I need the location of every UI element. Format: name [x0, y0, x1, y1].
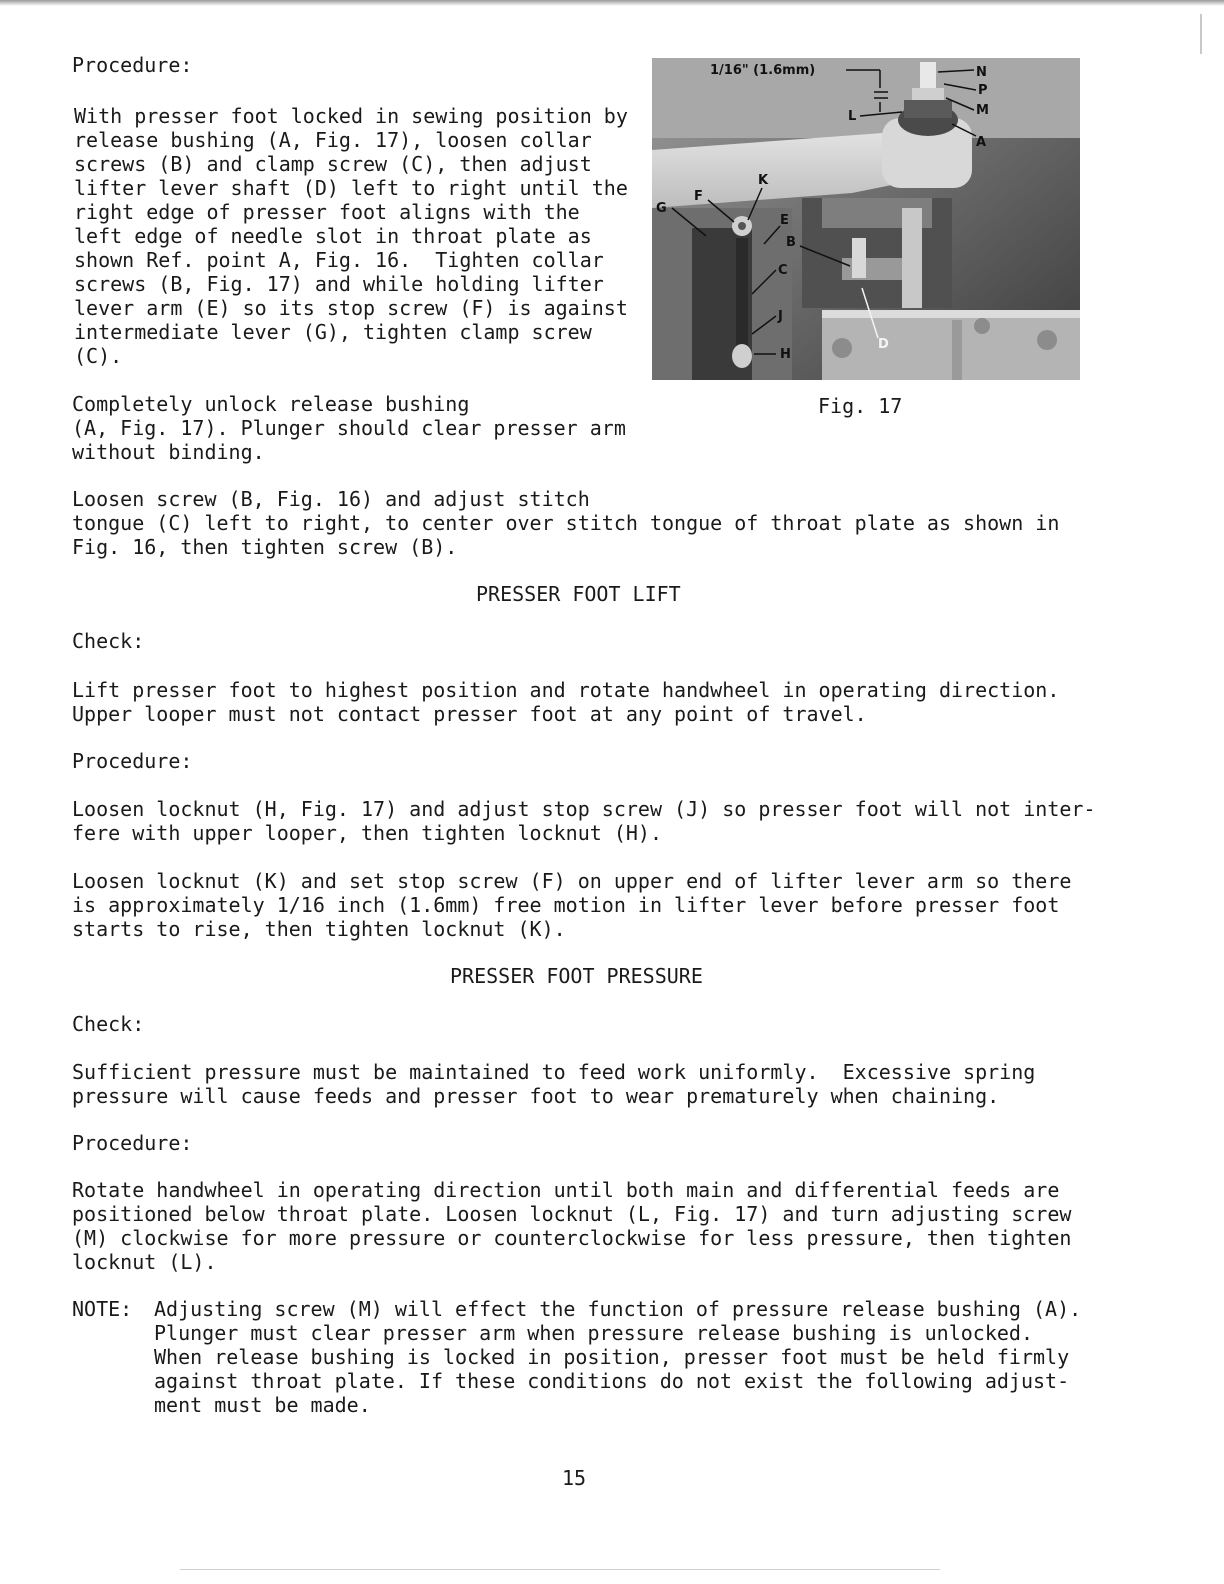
- check-label: Check:: [72, 629, 145, 653]
- text-line: intermediate lever (G), tighten clamp screw: [74, 320, 592, 344]
- check-label: Check:: [72, 1012, 145, 1036]
- text-line: release bushing (A, Fig. 17), loosen collar: [74, 128, 592, 152]
- text-line: fere with upper looper, then tighten locknut (H).: [72, 821, 663, 845]
- text-line: With presser foot locked in sewing position by: [74, 104, 628, 128]
- text-line: screws (B, Fig. 17) and while holding lifter: [74, 272, 604, 296]
- callout-P: P: [978, 83, 988, 98]
- callout-A: A: [976, 135, 987, 150]
- text-line: Plunger must clear presser arm when pressure release bushing is unlocked.: [154, 1321, 1033, 1345]
- text-line: pressure will cause feeds and presser foot to wear prematurely when chaining.: [72, 1084, 1000, 1108]
- procedure-label: Procedure:: [72, 749, 193, 773]
- text-line: Loosen screw (B, Fig. 16) and adjust stitch: [72, 487, 590, 511]
- text-line: starts to rise, then tighten locknut (K).: [72, 917, 566, 941]
- scan-edge-top: [0, 0, 1224, 6]
- text-line: Fig. 16, then tighten screw (B).: [72, 535, 458, 559]
- scan-edge-bottom: [180, 1569, 940, 1570]
- text-line: lifter lever shaft (D) left to right until the: [74, 176, 628, 200]
- procedure-label: Procedure:: [72, 1131, 193, 1155]
- text-line: lever arm (E) so its stop screw (F) is against: [74, 296, 628, 320]
- figure-caption: Fig. 17: [818, 394, 903, 418]
- text-line: is approximately 1/16 inch (1.6mm) free motion in lifter lever before presser foot: [72, 893, 1060, 917]
- text-line: Sufficient pressure must be maintained to feed work uniformly. Excessive spring: [72, 1060, 1036, 1084]
- callout-L: L: [848, 109, 857, 124]
- procedure-label: Procedure:: [72, 53, 193, 77]
- callout-J: J: [778, 309, 783, 324]
- callout-K: K: [758, 173, 769, 188]
- text-line: screws (B) and clamp screw (C), then adjust: [74, 152, 592, 176]
- text-line: left edge of needle slot in throat plate as: [74, 224, 592, 248]
- text-line: against throat plate. If these conditions do not exist the following adjust-: [154, 1369, 1070, 1393]
- text-line: ment must be made.: [154, 1393, 371, 1417]
- text-line: right edge of presser foot aligns with the: [74, 200, 580, 224]
- callout-C: C: [778, 263, 788, 278]
- section-heading-presser-foot-lift: PRESSER FOOT LIFT: [476, 582, 681, 606]
- text-line: locknut (L).: [72, 1250, 217, 1274]
- section-heading-presser-foot-pressure: PRESSER FOOT PRESSURE: [450, 964, 703, 988]
- text-line: Adjusting screw (M) will effect the function of pressure release bushing (A).: [154, 1297, 1082, 1321]
- scan-edge-right: [1200, 14, 1202, 54]
- text-line: Loosen locknut (K) and set stop screw (F) on upper end of lifter lever arm so there: [72, 869, 1072, 893]
- callout-N: N: [976, 65, 987, 80]
- callout-G: G: [656, 201, 667, 216]
- text-line: Rotate handwheel in operating direction until both main and differential feeds are: [72, 1178, 1060, 1202]
- machine-photo-illustration: [652, 58, 1080, 380]
- text-line: (C).: [74, 344, 123, 368]
- text-line: without binding.: [72, 440, 265, 464]
- callout-M: M: [976, 103, 989, 118]
- dimension-label: 1/16" (1.6mm): [710, 63, 816, 78]
- text-line: Lift presser foot to highest position and rotate handwheel in operating direction.: [72, 678, 1060, 702]
- text-line: shown Ref. point A, Fig. 16. Tighten collar: [74, 248, 604, 272]
- text-line: Loosen locknut (H, Fig. 17) and adjust stop screw (J) so presser foot will not inter-: [72, 797, 1096, 821]
- text-line: Completely unlock release bushing: [72, 392, 470, 416]
- figure-17-photo: [652, 58, 1080, 380]
- page-number: 15: [562, 1466, 587, 1490]
- callout-E: E: [780, 213, 789, 228]
- note-label: NOTE:: [72, 1297, 133, 1321]
- callout-D: D: [878, 337, 889, 352]
- text-line: (M) clockwise for more pressure or counterclockwise for less pressure, then tighten: [72, 1226, 1072, 1250]
- text-line: tongue (C) left to right, to center over stitch tongue of throat plate as shown in: [72, 511, 1060, 535]
- text-line: positioned below throat plate. Loosen locknut (L, Fig. 17) and turn adjusting screw: [72, 1202, 1072, 1226]
- text-line: When release bushing is locked in position, presser foot must be held firmly: [154, 1345, 1070, 1369]
- text-line: Upper looper must not contact presser foot at any point of travel.: [72, 702, 867, 726]
- callout-B: B: [786, 235, 796, 250]
- text-line: (A, Fig. 17). Plunger should clear presser arm: [72, 416, 626, 440]
- callout-F: F: [694, 189, 703, 204]
- callout-H: H: [780, 347, 791, 362]
